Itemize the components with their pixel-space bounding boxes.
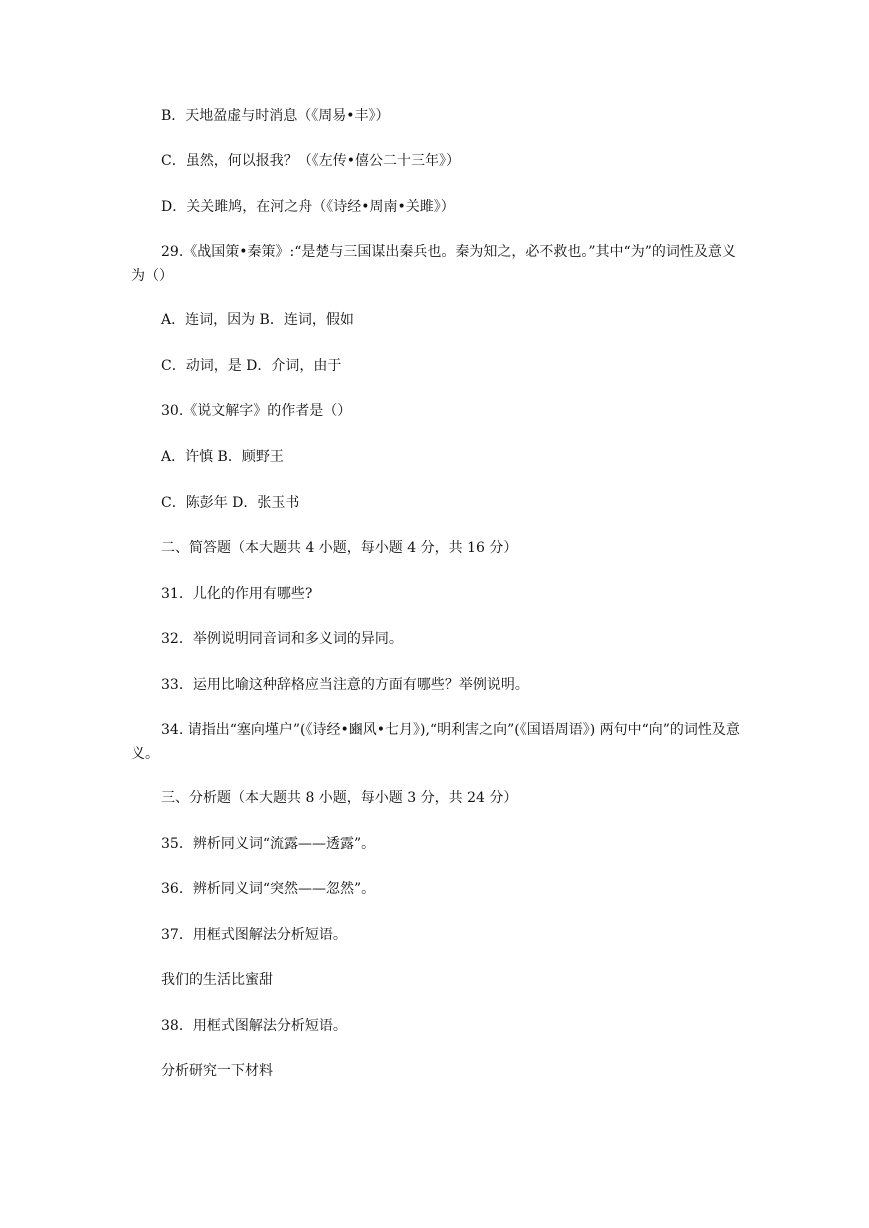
question-38: 38．用框式图解法分析短语。 [161,1018,347,1034]
section-3-heading: 三、分析题（本大题共 8 小题，每小题 3 分，共 24 分） [161,790,518,806]
question-34: 34. 请指出“塞向墐户”(《诗经•豳风•七月》),“明利害之向”(《国语周语》) 两句中“向”的词性及意义。 [131,722,740,762]
q30-options-ab: A．许慎 B．顾野王 [161,449,284,465]
question-37: 37．用框式图解法分析短语。 [161,927,347,943]
q29-options-cd: C．动词，是 D．介词，由于 [161,358,342,374]
question-30: 30.《说文解字》的作者是（） [161,403,352,419]
question-33: 33．运用比喻这种辞格应当注意的方面有哪些？举例说明。 [161,677,529,693]
section-2-heading: 二、简答题（本大题共 4 小题，每小题 4 分，共 16 分） [161,540,518,556]
q37-phrase: 我们的生活比蜜甜 [161,972,273,988]
question-31: 31．儿化的作用有哪些? [161,586,313,602]
question-35: 35．辨析同义词“流露——透露”。 [161,836,376,852]
q30-options-cd: C．陈彭年 D．张玉书 [161,495,300,511]
q29-options-ab: A．连词，因为 B．连词，假如 [161,312,354,328]
question-29: 29.《战国策•秦策》:“是楚与三国谋出秦兵也。秦为知之，必不救也。”其中“为”的词性及意义为（） [131,244,736,284]
q38-phrase: 分析研究一下材料 [161,1063,273,1079]
q28-option-b: B．天地盈虚与时消息（《周易•丰》） [161,108,390,124]
q28-option-c: C．虽然，何以报我？（《左传•僖公二十三年》） [161,153,460,169]
question-32: 32．举例说明同音词和多义词的异同。 [161,631,403,647]
q28-option-d: D．关关雎鸠，在河之舟（《诗经•周南•关雎》） [161,199,455,215]
question-36: 36．辨析同义词“突然——忽然”。 [161,881,376,897]
